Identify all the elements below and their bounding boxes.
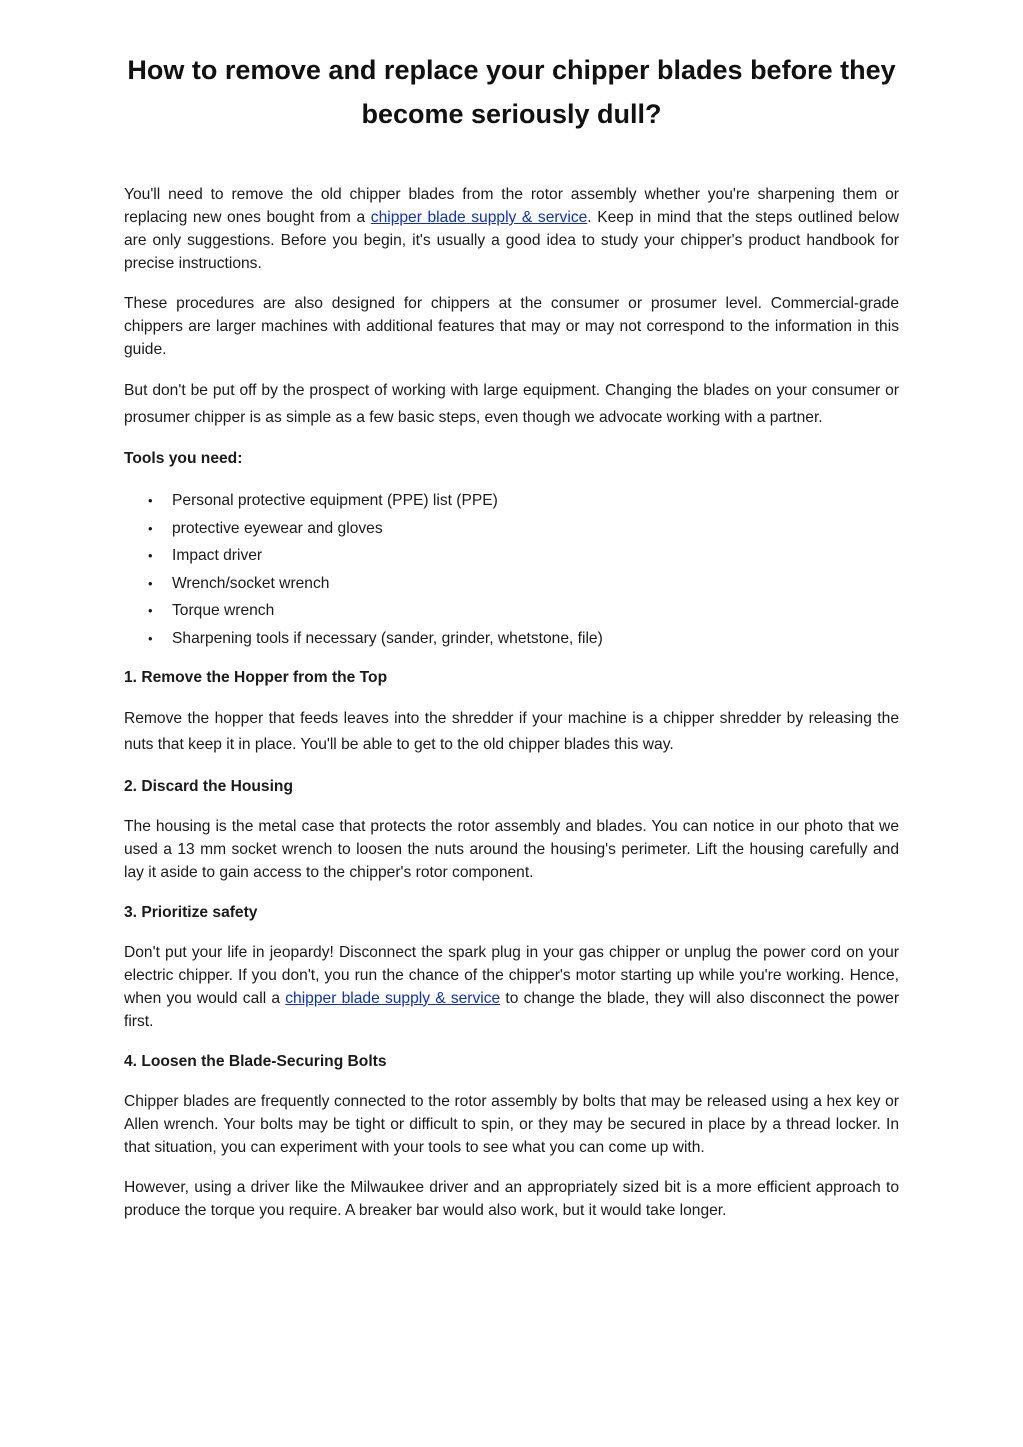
- tools-list-item: [124, 542, 899, 570]
- tools-list-item-label: Torque wrench: [172, 602, 275, 620]
- tools-list-item-label: protective eyewear and gloves: [172, 519, 383, 537]
- tools-list-item-label: Sharpening tools if necessary (sander, grinder, whetstone, file): [172, 629, 603, 647]
- tools-list-item-label: Wrench/socket wrench: [172, 574, 330, 592]
- step-4-text-2: However, using a driver like the Milwaukee driver and an appropriately sized bit is a more efficient approach to produce the torque you require. A breaker bar would also work, but it would take longer.: [124, 1178, 899, 1219]
- tools-list-item: [124, 570, 899, 598]
- bullet-icon: •: [148, 493, 153, 508]
- step-1-heading: 1. Remove the Hopper from the Top: [124, 668, 388, 686]
- step-3-heading: 3. Prioritize safety: [124, 903, 258, 921]
- intro-text-after-link: . Keep in mind that the steps outlined below are only suggestions. Before you begin, it's usually a good idea to study your chipper's product handbook for precise instructions.: [124, 209, 899, 272]
- bullet-icon: •: [148, 548, 153, 564]
- bullet-icon: •: [148, 520, 153, 536]
- bullet-icon: •: [148, 575, 153, 591]
- tools-list-item-label: Personal protective equipment (PPE) list (PPE): [172, 492, 498, 509]
- step-2-heading: 2. Discard the Housing: [124, 777, 293, 795]
- tools-list: [124, 487, 899, 653]
- intro-text-before-link: You'll need to remove the old chipper blades from the rotor assembly whether you're sharpening them or replacing new ones bought from a: [124, 186, 899, 226]
- intro-paragraph-1: [124, 183, 899, 275]
- step-4-heading: 4. Loosen the Blade-Securing Bolts: [124, 1052, 387, 1070]
- bullet-icon: •: [148, 603, 153, 619]
- tools-list-item: [124, 625, 899, 653]
- step-2-text: The housing is the metal case that protects the rotor assembly and blades. You can notice in our photo that we used a 13 mm socket wrench to loosen the nuts around the housing's perimeter. Lift the housing carefully and lay it aside to gain access to the chipper's rotor component.: [124, 817, 899, 881]
- step-4-text-1: Chipper blades are frequently connected to the rotor assembly by bolts that may be released using a hex key or Allen wrench. Your bolts may be tight or difficult to spin, or they may be secured in place by a thread locker. In that situation, you can experiment with your tools to see what you can come up with.: [124, 1092, 899, 1156]
- step-3-text: [124, 941, 899, 1033]
- page-title: How to remove and replace your chipper blades before they become seriously dull?: [127, 55, 896, 129]
- intro-paragraph-3: But don't be put off by the prospect of working with large equipment. Changing the blades on your consumer or prosumer chipper is as simple as a few basic steps, even though we advocate working with a partner.: [124, 382, 899, 426]
- chipper-blade-supply-link[interactable]: chipper blade supply & service: [285, 989, 501, 1007]
- document-page: [124, 48, 899, 1239]
- step-3-text-after-link: to change the blade, they will also disconnect the power first.: [124, 989, 900, 1030]
- tools-list-item: [124, 515, 899, 543]
- tools-heading: Tools you need:: [124, 450, 243, 467]
- tools-list-item: [124, 487, 899, 515]
- chipper-blade-supply-link[interactable]: chipper blade supply & service: [370, 209, 588, 226]
- step-1-text: Remove the hopper that feeds leaves into the shredder if your machine is a chipper shredder by releasing the nuts that keep it in place. You'll be able to get to the old chipper blades this way.: [124, 709, 899, 754]
- bullet-icon: •: [148, 630, 153, 646]
- tools-list-item-label: Impact driver: [172, 547, 263, 565]
- step-3-text-before-link: Don't put your life in jeopardy! Disconnect the spark plug in your gas chipper or unplug the power cord on your electric chipper. If you don't, you run the chance of the chipper's motor starting up while you're working. Hence, when you would call a: [124, 943, 899, 1007]
- tools-list-item: [124, 597, 899, 625]
- intro-paragraph-2: These procedures are also designed for chippers at the consumer or prosumer level. Commercial-grade chippers are larger machines with additional features that may or may not correspond to the information in this guide.: [124, 295, 899, 358]
